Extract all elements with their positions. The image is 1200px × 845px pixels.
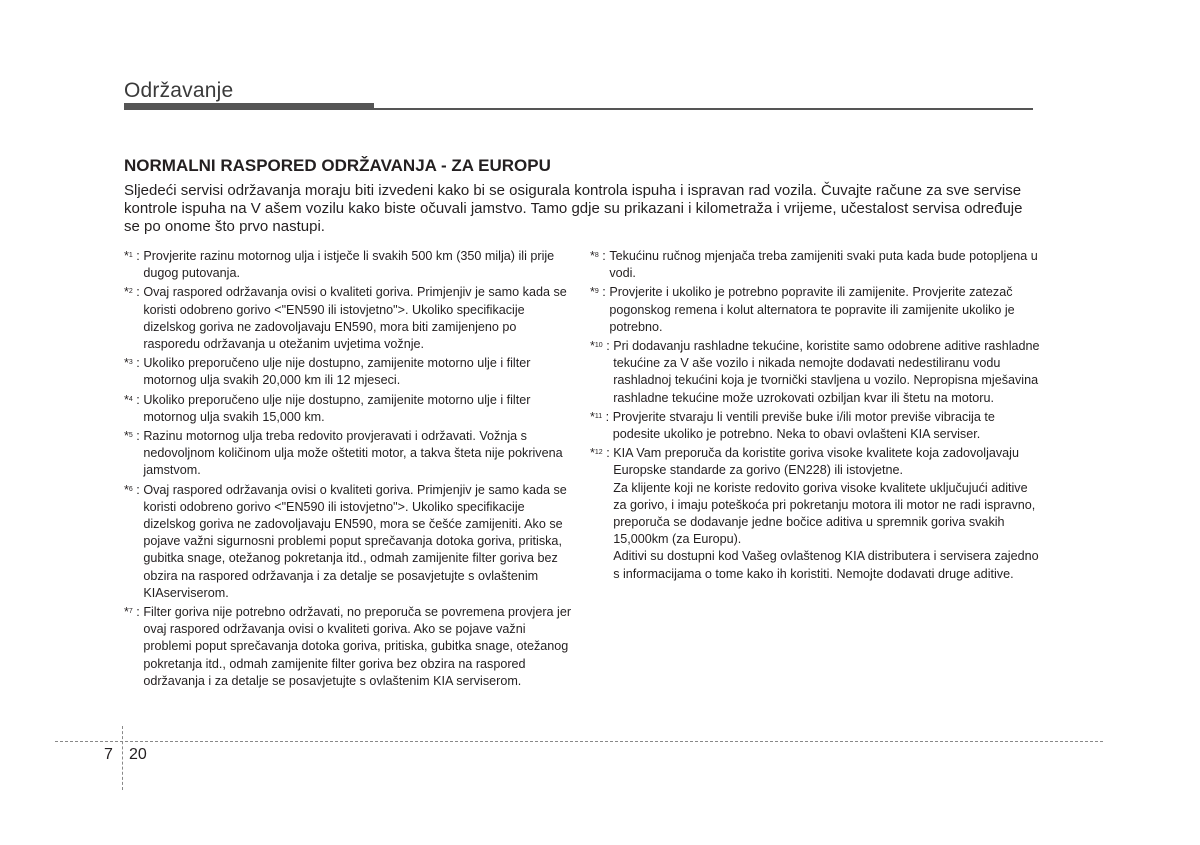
footnote-marker: *$^9$ : (590, 285, 610, 300)
footnote-marker: *$^8$ : (590, 249, 610, 263)
footnote-text: Tekućinu ručnog mjenjača treba zamijeniti svaki puta kada bude potopljena u vodi. (609, 249, 1038, 281)
footnote-text: Provjerite stvaraju li ventili previše buke i/ili motor previše vibracija te podesite ukoliko je potrebno. Neka to obavi ovlašteni KIA serviser. (612, 409, 995, 442)
footnote-marker: *$^5$ : (124, 429, 144, 444)
page-section-title: Održavanje (124, 79, 234, 102)
footnote-marker: *$^{11}$ : (590, 409, 613, 424)
footnote-marker: *$^1$ : (124, 249, 144, 263)
notes-right-column (590, 248, 1040, 585)
footnote-6 (124, 482, 572, 602)
chapter-number: 7 (104, 746, 113, 763)
footer-divider (55, 741, 1103, 742)
footnote-text: Pri dodavanju rashladne tekućine, koristite samo odobrene aditive rashladne tekućine za V aše vozilo i nikada nemojte dodavati nedestiliranu vodu rashladnoj tekućini koja je tvornički stavljena u vozilo. Nepropisna mješavina rashladne tekućine može uzrokovati ozbiljan kvar ili štetu na motoru. (613, 339, 1040, 405)
footnote-2 (124, 284, 572, 353)
footnote-1 (124, 248, 572, 282)
footnote-10 (590, 338, 1040, 407)
footnote-marker: *$^4$ : (124, 392, 144, 407)
page-number: 20 (129, 746, 147, 763)
footnote-text: Razinu motornog ulja treba redovito provjeravati i održavati. Vožnja s nedovoljnom količinom ulja može oštetiti motor, a takva šteta nije pokrivena jamstvom. (143, 429, 563, 478)
notes-left-column (124, 248, 572, 692)
footnote-text: Provjerite i ukoliko je potrebno popravite ili zamijenite. Provjerite zatezač pogonskog remena i kolut alternatora te popravite ili zamijenite ukoliko je potrebno. (609, 285, 1015, 334)
footnote-text: Filter goriva nije potrebno održavati, no preporuča se povremena provjera jer ovaj raspored održavanja ovisi o kvaliteti goriva. Ako se pojave važni problemi poput sprečavanja dotoka goriva, pritiska, gubitka snage, otežanog pokretanja itd., odmah zamijenite filter goriva bez obzira na raspored održavanja i za detalje se posavjetujte s ovlaštenim KIA serviserom. (143, 605, 572, 688)
footnote-marker: *$^{10}$ : (590, 339, 614, 354)
footnote-marker: *$^{12}$ : (590, 446, 614, 461)
footnote-marker: *$^2$ : (124, 285, 144, 300)
footnote-marker: *$^7$ : (124, 605, 144, 620)
footnote-text: KIA Vam preporuča da koristite goriva visoke kvalitete koja zadovoljavaju Europske standarde za gorivo (EN228) ili istovjetne. Za klijente koji ne koriste redovito goriva visoke kvalitete uključujući aditive za gorivo, i imaju poteškoća pri pokretanju motora ili motor ne radi ispravno, preporuča se dodavanje jedne bočice aditiva u spremnik goriva svakih 15,000km (za Europu). Aditivi su dostupni kod Vašeg ovlaštenog KIA distributera i servisera zajedno s informacijama o tome kako ih koristiti. Nemojte dodavati druge aditive. (613, 446, 1039, 581)
footnote-text: Provjerite razinu motornog ulja i istječe li svakih 500 km (350 milja) ili prije dugog putovanja. (143, 249, 555, 281)
intro-paragraph: Sljedeći servisi održavanja moraju biti izvedeni kako bi se osigurala kontrola ispuha i ispravan rad vozila. Čuvajte račune za sve servise kontrole ispuha na V ašem vozilu kako biste očuvali jamstvo. Tamo gdje su prikazani i kilometraža i vrijeme, učestalost servisa određuje se po onome što prvo nastupi. (124, 182, 1023, 235)
footnote-12 (590, 445, 1040, 583)
footnote-text: Ovaj raspored održavanja ovisi o kvaliteti goriva. Primjenjiv je samo kada se koristi odobreno gorivo <"EN590 ili istovjetno">. Ukoliko specifikacije dizelskog goriva ne zadovoljavaju EN590, mora biti zamijenjeno po rasporedu održavanja u otežanim uvjetima vožnje. (143, 285, 567, 352)
footnote-4 (124, 392, 572, 426)
footnote-8 (590, 248, 1040, 282)
footnote-11 (590, 409, 1040, 443)
footnote-marker: *$^3$ : (124, 356, 144, 371)
footnote-text: Ukoliko preporučeno ulje nije dostupno, zamijenite motorno ulje i filter motornog ulja svakih 20,000 km ili 12 mjeseci. (143, 356, 531, 388)
footnote-9 (590, 284, 1040, 336)
footnote-text: Ukoliko preporučeno ulje nije dostupno, zamijenite motorno ulje i filter motornog ulja svakih 15,000 km. (143, 392, 531, 424)
header-rule (124, 108, 1033, 110)
footnote-5 (124, 428, 572, 480)
footnote-marker: *$^6$ : (124, 482, 144, 497)
footnote-7 (124, 604, 572, 690)
footnote-3 (124, 355, 572, 389)
section-heading: NORMALNI RASPORED ODRŽAVANJA - ZA EUROPU (124, 156, 551, 175)
footer-vertical-divider (122, 726, 123, 790)
footnote-text: Ovaj raspored održavanja ovisi o kvaliteti goriva. Primjenjiv je samo kada se koristi odobreno gorivo <"EN590 ili istovjetno">. Ukoliko specifikacije dizelskog goriva ne zadovoljavaju EN590, mora se češće zamijeniti. Ako se pojave važni sigurnosni problemi poput sprečavanja dotoka goriva, pritiska, gubitka snage, otežanog pokretanja itd., odmah zamijenite filter goriva bez obzira na raspored održavanja i za detalje se posavjetujte s ovlaštenim KIAserviserom. (143, 482, 567, 600)
